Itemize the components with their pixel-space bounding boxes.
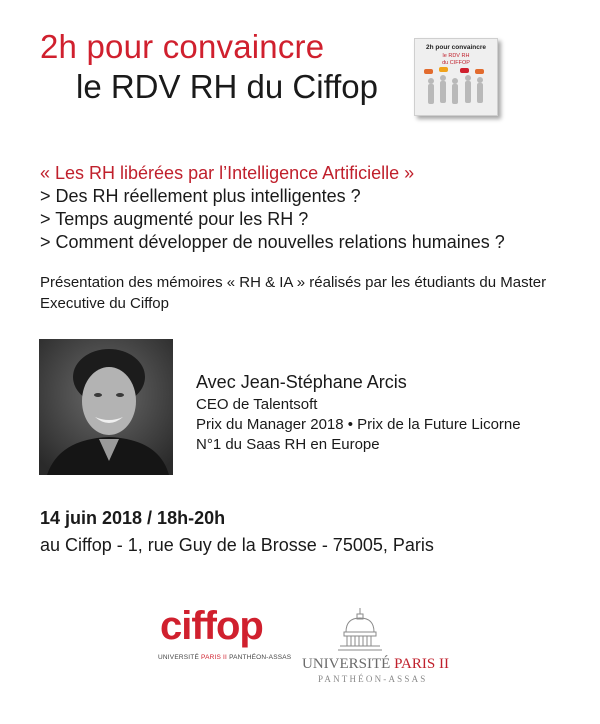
event-title: 2h pour convaincre	[40, 28, 325, 65]
ciffop-sub-post: PANTHÉON-ASSAS	[227, 654, 292, 661]
topic-item: > Comment développer de nouvelles relations humaines ?	[40, 232, 505, 252]
speaker-name: Avec Jean-Stéphane Arcis	[196, 372, 407, 392]
thumbnail-line3: du CIFFOP	[442, 60, 470, 66]
ciffop-sub-red: PARIS II	[201, 654, 228, 661]
speaker-role: CEO de Talentsoft	[196, 396, 318, 413]
speaker-awards: Prix du Manager 2018 • Prix de la Future Licorne	[196, 416, 521, 433]
university-name-red: PARIS II	[394, 656, 449, 672]
topic-title: « Les RH libérées par l’Intelligence Artificielle »	[40, 163, 415, 183]
thumbnail-line1: 2h pour convaincre	[426, 44, 486, 51]
topic-item: > Temps augmenté pour les RH ?	[40, 209, 309, 229]
event-thumbnail	[414, 38, 498, 116]
event-subtitle: le RDV RH du Ciffop	[76, 68, 379, 105]
ciffop-logo-subtitle	[158, 654, 291, 661]
university-subtitle: PANTHÉON-ASSAS	[318, 674, 428, 684]
pantheon-dome-icon	[330, 606, 390, 659]
event-place: au Ciffop - 1, rue Guy de la Brosse - 75005, Paris	[40, 535, 434, 555]
university-name	[302, 656, 449, 673]
speaker-rank: N°1 du Saas RH en Europe	[196, 436, 380, 453]
event-date: 14 juin 2018 / 18h-20h	[40, 508, 226, 528]
speaker-photo	[39, 339, 173, 475]
thumbnail-line2: le RDV RH	[442, 53, 470, 59]
ciffop-logo: ciffop	[160, 604, 263, 648]
presentation-text: Présentation des mémoires « RH & IA » réalisés par les étudiants du Master Executive du Ciffop	[40, 274, 547, 312]
people-silhouettes-icon	[415, 67, 497, 115]
university-name-pre: UNIVERSITÉ	[302, 656, 395, 672]
ciffop-sub-pre: UNIVERSITÉ	[158, 654, 202, 661]
topic-item: > Des RH réellement plus intelligentes ?	[40, 186, 361, 206]
